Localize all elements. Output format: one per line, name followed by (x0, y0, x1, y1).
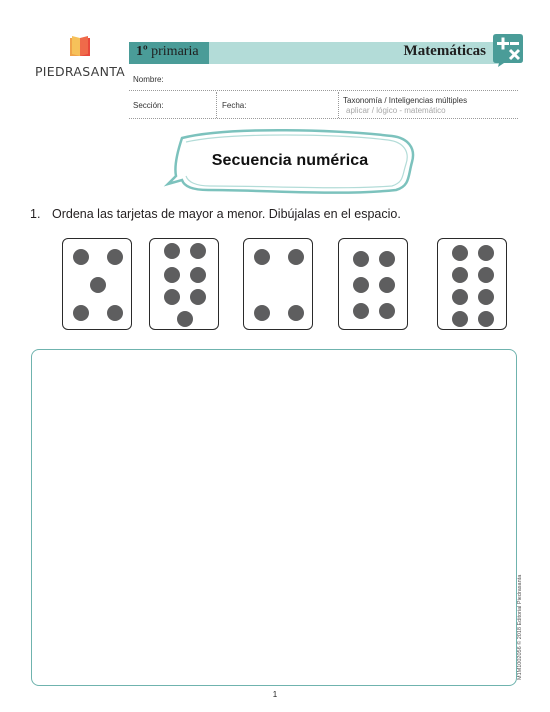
drawing-space[interactable] (31, 349, 517, 686)
dot-card (437, 238, 507, 330)
card-dot (164, 267, 180, 283)
grade-label (136, 44, 199, 60)
page-number: 1 (272, 690, 278, 699)
book-logo-icon (66, 36, 94, 58)
card-dot (254, 305, 270, 321)
card-dot (478, 267, 494, 283)
dot-card (149, 238, 219, 330)
copyright-credit: M1M1002056 © 2018 Editorial Piedrasanta (517, 574, 523, 680)
card-dot (288, 305, 304, 321)
card-dot (379, 277, 395, 293)
card-dot (73, 249, 89, 265)
dot-card (243, 238, 313, 330)
card-dot (177, 311, 193, 327)
instruction (30, 207, 401, 221)
name-label: Nombre: (133, 75, 164, 84)
taxonomy-title: Taxonomía / Inteligencias múltiples (343, 96, 468, 105)
card-dot (73, 305, 89, 321)
card-dot (190, 267, 206, 283)
dot-card (62, 238, 132, 330)
card-dot (190, 243, 206, 259)
card-dot (353, 251, 369, 267)
section-divider (216, 92, 217, 118)
card-dot (478, 311, 494, 327)
section-label: Sección: (133, 101, 164, 110)
card-dot (452, 311, 468, 327)
grade-word: primaria (151, 44, 199, 59)
brand-logo-text: PIEDRASANTA (34, 64, 126, 79)
card-dot (107, 249, 123, 265)
card-dot (164, 243, 180, 259)
section-line (129, 118, 518, 119)
card-dot (452, 267, 468, 283)
card-dot (164, 289, 180, 305)
date-divider (338, 92, 339, 118)
card-dot (107, 305, 123, 321)
instruction-text: Ordena las tarjetas de mayor a menor. Dibújalas en el espacio. (52, 207, 401, 221)
plus-minus-times-icon (492, 32, 524, 68)
page-title: Secuencia numérica (211, 152, 369, 169)
card-dot (478, 289, 494, 305)
card-dot (190, 289, 206, 305)
grade-number: 1º (136, 44, 148, 59)
card-dot (254, 249, 270, 265)
name-line (129, 90, 518, 91)
card-dot (452, 289, 468, 305)
card-dot (478, 245, 494, 261)
card-dot (353, 277, 369, 293)
card-dot (379, 251, 395, 267)
card-dot (90, 277, 106, 293)
taxonomy-subtitle: aplicar / lógico - matemático (346, 106, 446, 115)
card-dot (379, 303, 395, 319)
card-dot (353, 303, 369, 319)
card-dot (288, 249, 304, 265)
dot-card (338, 238, 408, 330)
date-label: Fecha: (222, 101, 247, 110)
instruction-number: 1. (30, 207, 41, 221)
subject-title: Matemáticas (403, 43, 486, 59)
card-dot (452, 245, 468, 261)
